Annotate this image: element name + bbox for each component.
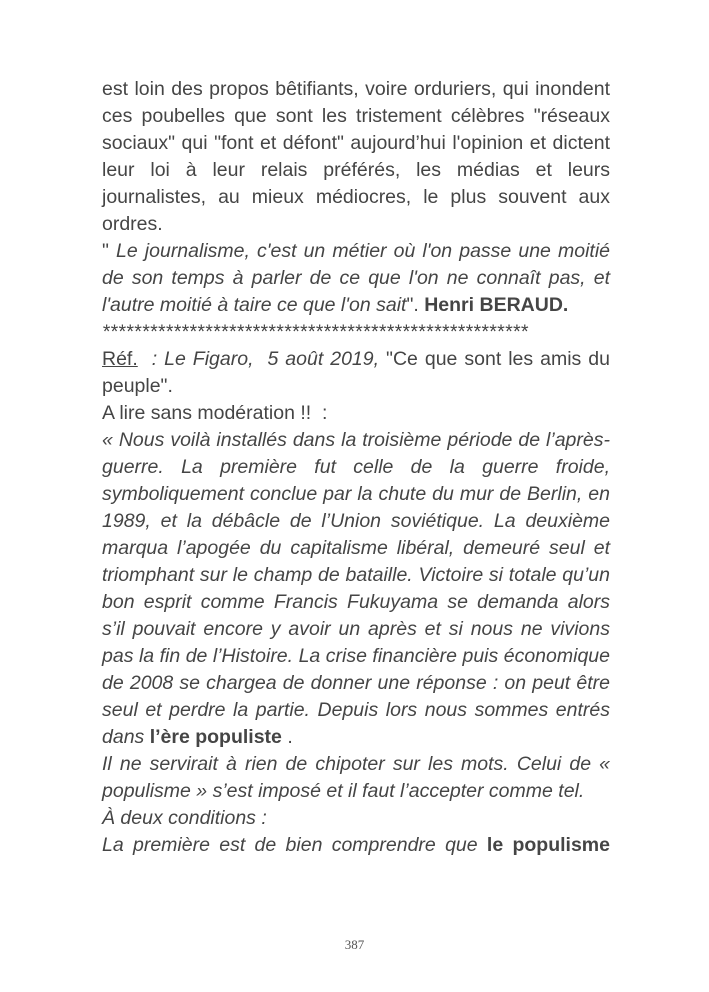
quote-close-mark: ".	[406, 294, 425, 316]
page-number: 387	[344, 937, 365, 952]
document-page	[102, 76, 610, 859]
continuation-text: est loin des propos bêtifiants, voire orduriers, qui inondent ces poubelles que sont les tristement célèbres "réseaux sociaux" qui "font et défont" aujourd’hui l'opinion et dictent leur loi à leur relais préférés, les médias et leurs journalistes, au mieux médiocres, le plus souvent aux ordres.	[102, 78, 610, 235]
reference-paragraph	[102, 346, 610, 400]
quote-open-mark: "	[102, 240, 117, 262]
conditions-text: À deux conditions :	[102, 807, 267, 829]
words-paragraph	[102, 751, 610, 805]
populism-text: « Nous voilà installés dans la troisième période de l’après-guerre. La première fut celle de la guerre froide, symboliquement conclue par la chute du mur de Berlin, en 1989, et la débâcle de l’Union soviétique. La deuxième marqua l’apogée du capitalisme libéral, demeuré seul et triomphant sur le champ de bataille. Victoire si totale qu’un bon esprit comme Francis Fukuyama se demanda alors s’il pouvait encore y avoir un après et si nous ne vivions pas la fin de l’Histoire. La crise financière puis économique de 2008 se chargea de donner une réponse : on peut être seul et perdre la partie. Depuis lors nous sommes entrés dans	[102, 429, 610, 748]
first-condition-lead: La première est de bien comprendre que	[102, 834, 487, 856]
first-condition-paragraph	[102, 832, 610, 859]
populism-bold: l’ère populiste	[149, 726, 282, 748]
quote-text: Le journalisme, c'est un métier où l'on passe une moitié de son temps à parler de ce que l'on ne connaît pas, et l'autre moitié à taire ce que l'on sait	[102, 240, 610, 316]
reference-source: : Le Figaro, 5 août 2019,	[137, 348, 380, 370]
conditions-paragraph	[102, 805, 610, 832]
first-condition-bold: le populisme	[486, 834, 610, 856]
reference-title: "Ce que sont les amis du peuple".	[102, 348, 610, 397]
reference-label: Réf.	[102, 348, 138, 370]
callout-text: A lire sans modération !! :	[102, 402, 328, 424]
asterisk-separator-text: ******************************************************	[102, 321, 528, 343]
populism-paragraph	[102, 427, 610, 751]
quote-author: Henri BERAUD.	[424, 294, 569, 316]
asterisk-separator	[102, 319, 610, 346]
callout-paragraph	[102, 400, 610, 427]
populism-tail: .	[281, 726, 293, 748]
paragraph-continuation	[102, 76, 610, 238]
quote-paragraph	[102, 238, 610, 319]
words-text: Il ne servirait à rien de chipoter sur les mots. Celui de « populisme » s’est imposé et il faut l’accepter comme tel.	[102, 753, 610, 802]
